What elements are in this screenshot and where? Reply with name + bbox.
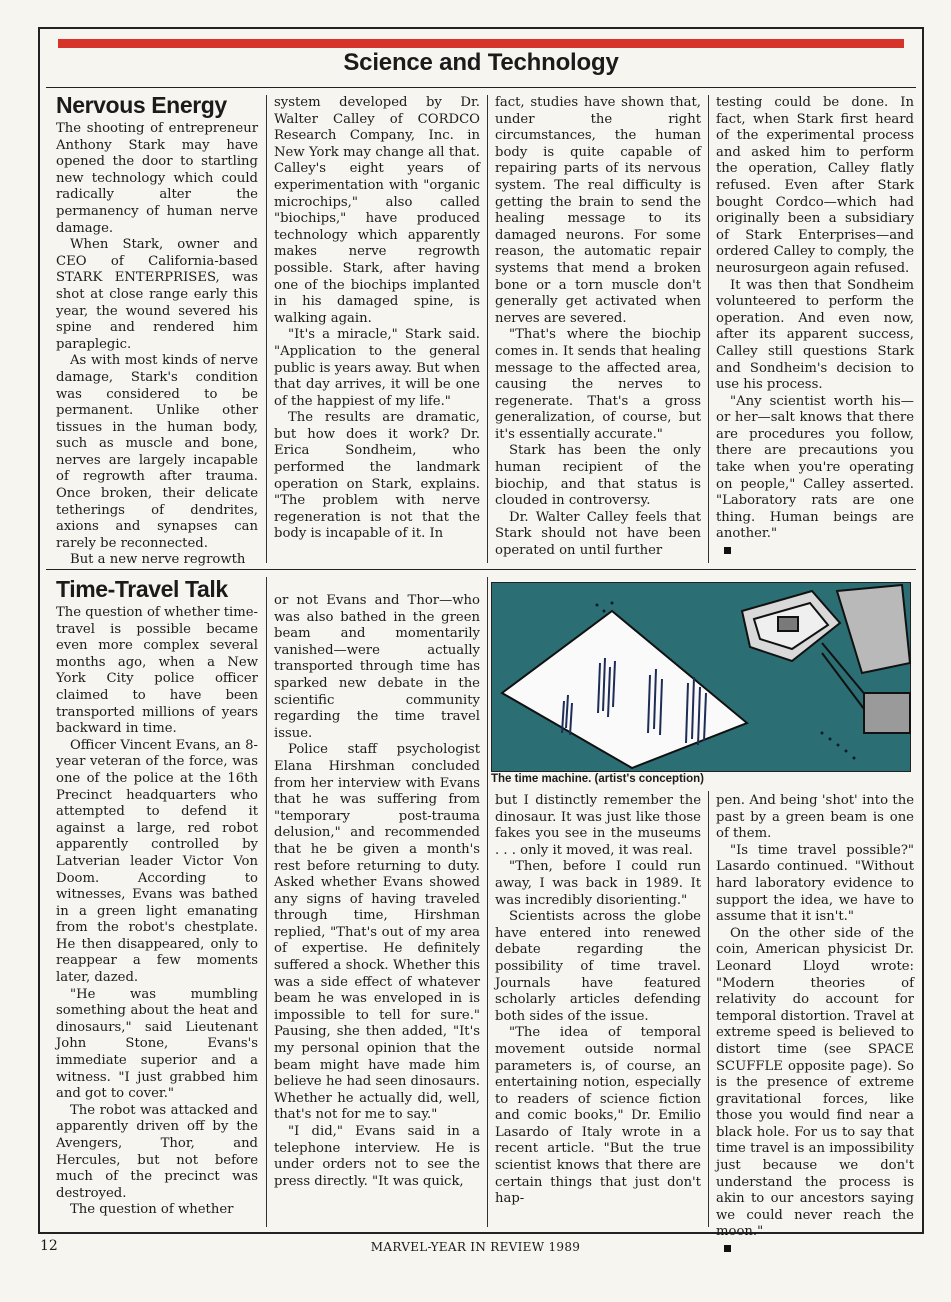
article2-column-2 <box>274 593 480 1229</box>
article1-column-1 <box>56 91 258 568</box>
article1-headline: Nervous Energy <box>56 92 227 118</box>
column-rule <box>266 95 267 563</box>
paragraph: "It's a miracle," Stark said. "Application to the general public is years away. But when that day arrives, it will be one of the happiest of my life." <box>274 327 480 409</box>
page-number: 12 <box>40 1238 58 1254</box>
paragraph: When Stark, owner and CEO of California-based STARK ENTERPRISES, was shot at close range early this year, the wound severed his spine and rendered him paraplegic. <box>56 237 258 352</box>
article1-column-4 <box>716 95 914 565</box>
column-rule <box>487 577 488 1227</box>
article2-column-1 <box>56 575 258 1229</box>
paragraph: The question of whether time-travel is possible became even more complex several months ago, when a New York City police officer claimed to have been transported millions of years backward in time. <box>56 605 258 737</box>
page-frame <box>38 27 924 1240</box>
paragraph: "Any scientist worth his—or her—salt knows that there are procedures you follow, there are precautions you take when you're operating on people," Calley asserted. "Laboratory rats are one thing. Human beings are another." <box>716 393 914 542</box>
footer-publication: MARVEL-YEAR IN REVIEW 1989 <box>370 1240 581 1254</box>
paragraph: testing could be done. In fact, when Stark first heard of the experimental process and asked him to perform the operation, Calley flatly refused. Even after Stark bought Cordco—which had originally been a subsidiary of Stark Enterprises—and ordered Calley to comply, the neurosurgeon again refused. <box>716 95 914 276</box>
paragraph: On the other side of the coin, American physicist Dr. Leonard Lloyd wrote: "Modern theories of relativity do account for temporal distortion. Travel at extreme speed is believed to distort time (see SPACE SCUFFLE opposite page). So is the presence of extreme gravitational forces, like those you would find near a black hole. For us to say that time travel is an impossibility just because we don't understand the process is akin to our ancestors saying we could never reach the moon." <box>716 925 914 1240</box>
article1-column-2 <box>274 95 480 565</box>
end-mark-icon <box>724 547 731 554</box>
article2-headline: Time-Travel Talk <box>56 576 228 602</box>
paragraph: "Is time travel possible?" Lasardo continued. "Without hard laboratory evidence to support the idea, we have to assume that it isn't." <box>716 842 914 925</box>
image-caption: The time machine. (artist's conception) <box>491 773 704 785</box>
paragraph: Stark has been the only human recipient of the biochip, and that status is clouded in controversy. <box>495 443 701 509</box>
paragraph: or not Evans and Thor—who was also bathed in the green beam and momentarily vanished—were actually transported through time has sparked new debate in the scientific community regarding the time travel issue. <box>274 593 480 741</box>
time-machine-illustration <box>491 582 911 772</box>
paragraph: The results are dramatic, but how does it work? Dr. Erica Sondheim, who performed the landmark operation on Stark, explains. "The problem with nerve regeneration is not that the body is incapable of it. In <box>274 410 480 542</box>
article2-column-4 <box>716 793 914 1240</box>
paragraph: "He was mumbling something about the heat and dinosaurs," said Lieutenant John Stone, Evans's immediate superior and a witness. "I just grabbed him and got to cover." <box>56 986 258 1102</box>
article2-column-3 <box>495 793 701 1229</box>
section-rule <box>46 87 916 88</box>
paragraph: but I distinctly remember the dinosaur. It was just like those fakes you see in the museums . . . only it moved, it was real. <box>495 793 701 858</box>
column-rule <box>487 95 488 563</box>
paragraph: Officer Vincent Evans, an 8-year veteran of the force, was one of the police at the 16th Precinct headquarters who attempted to defend it against a large, red robot apparently controlled by Latverian leader Victor Von Doom. According to witnesses, Evans was bathed in a green light emanating from the robot's chestplate. He then disappeared, only to reappear a few moments later, dazed. <box>56 737 258 986</box>
paragraph: The robot was attacked and apparently driven off by the Avengers, Thor, and Hercules, but not before much of the precinct was destroyed. <box>56 1102 258 1201</box>
paragraph: But a new nerve regrowth <box>70 552 246 568</box>
paragraph: Scientists across the globe have entered into renewed debate regarding the possibility of time travel. Journals have featured scholarly articles defending both sides of the issue. <box>495 909 701 1024</box>
column-rule <box>266 577 267 1227</box>
paragraph: It was then that Sondheim volunteered to perform the operation. And even now, after its apparent success, Calley still questions Stark and Sondheim's decision to use his process. <box>716 277 914 393</box>
column-rule <box>708 95 709 563</box>
paragraph: Dr. Walter Calley feels that Stark should not have been operated on until further <box>495 509 701 559</box>
paragraph: "That's where the biochip comes in. It sends that healing message to the affected area, causing the nerves to regenerate. That's a gross generalization, of course, but it's essentially accurate." <box>495 327 701 442</box>
paragraph: "The idea of temporal movement outside normal parameters is, of course, an entertaining notion, especially to readers of science fiction and comic books," Dr. Emilio Lasardo of Italy wrote in a recent article. "But the true scientist knows that there are certain things that just don't hap- <box>495 1025 701 1207</box>
paragraph: system developed by Dr. Walter Calley of CORDCO Research Company, Inc. in New York may change all that. Calley's eight years of experimentation with "organic microchips," also called "biochips," have produced technology which apparently makes nerve regrowth possible. Stark, after having one of the biochips implanted in his damaged spine, is walking again. <box>274 95 480 326</box>
article1-column-3 <box>495 95 701 565</box>
article-divider <box>46 569 916 570</box>
paragraph: As with most kinds of nerve damage, Stark's condition was considered to be permanent. Unlike other tissues in the human body, such as muscle and bone, nerves are largely incapable of regrowth after trauma. Once broken, their delicate tetherings of dendrites, axions and synapses can rarely be reconnected. <box>56 353 258 551</box>
paragraph: "I did," Evans said in a telephone interview. He is under orders not to see the press directly. "It was quick, <box>274 1124 480 1189</box>
paragraph: The shooting of entrepreneur Anthony Stark may have opened the door to startling new technology which could radically alter the permanency of human nerve damage. <box>56 121 258 236</box>
section-title: Science and Technology <box>343 49 619 76</box>
paragraph: fact, studies have shown that, under the right circumstances, the human body is quite capable of repairing parts of its nervous system. The real difficulty is getting the brain to send the healing message to its damaged neurons. For some reason, the automatic repair systems that mend a broken bone or a torn muscle don't generally get activated when nerves are severed. <box>495 95 701 326</box>
paragraph: pen. And being 'shot' into the past by a green beam is one of them. <box>716 793 914 842</box>
red-stripe <box>58 39 904 48</box>
paragraph: Police staff psychologist Elana Hirshman concluded from her interview with Evans that he was suffering from "temporary post-trauma delusion," and recommended that he be given a month's rest before returning to duty. Asked whether Evans showed any signs of having traveled through time, Hirshman replied, "That's out of my area of expertise. He definitely suffered a shock. Whether this was a side effect of whatever beam he was enveloped in is impossible to tell for sure." Pausing, she then added, "It's my personal opinion that the beam might have made him believe he had seen dinosaurs. Whether he actually did, well, that's not for me to say." <box>274 742 480 1123</box>
column-rule <box>708 791 709 1227</box>
paragraph: The question of whether <box>70 1202 234 1218</box>
paragraph: "Then, before I could run away, I was back in 1989. It was incredibly disorienting." <box>495 859 701 908</box>
